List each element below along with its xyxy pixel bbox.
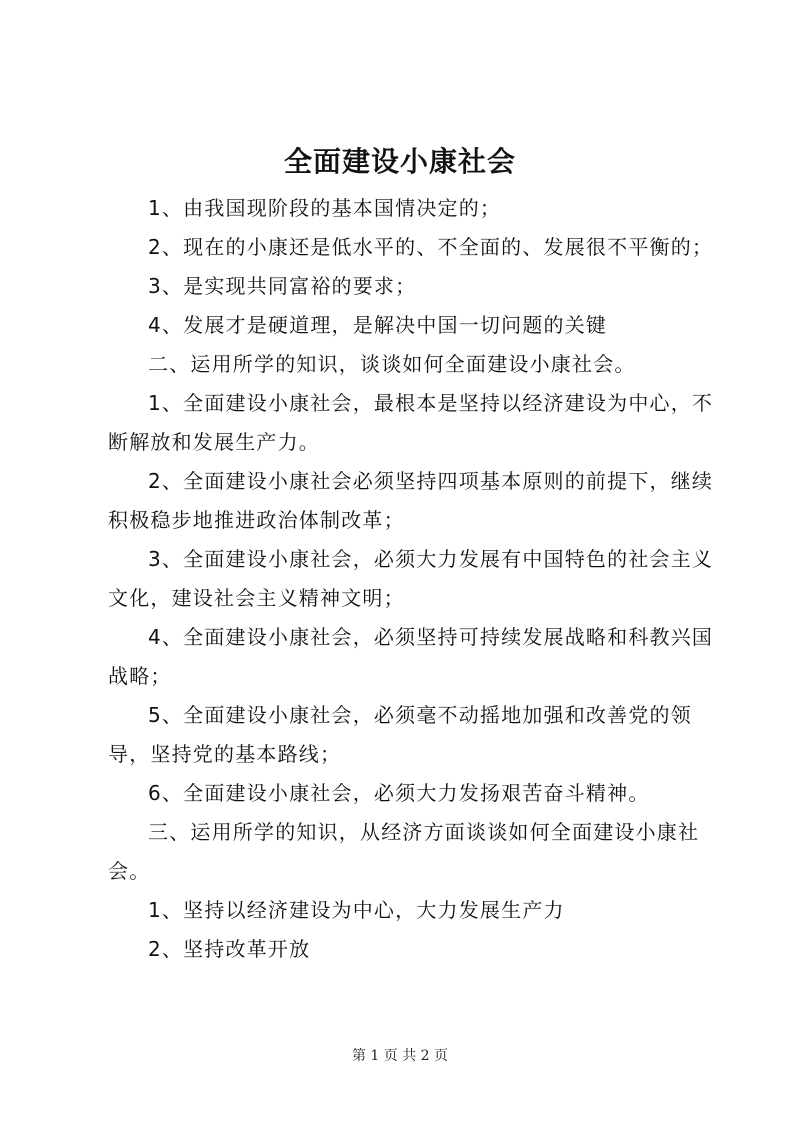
paragraph: 4、全面建设小康社会，必须坚持可持续发展战略和科教兴国战略；	[108, 625, 714, 688]
paragraph: 2、坚持改革开放	[148, 937, 311, 961]
paragraph: 1、由我国现阶段的基本国情决定的；	[148, 196, 502, 220]
document-body	[108, 189, 720, 969]
paragraph: 2、全面建设小康社会必须坚持四项基本原则的前提下，继续积极稳步地推进政治体制改革；	[108, 469, 714, 532]
paragraph: 1、全面建设小康社会，最根本是坚持以经济建设为中心，不断解放和发展生产力。	[108, 391, 714, 454]
paragraph: 3、全面建设小康社会，必须大力发展有中国特色的社会主义文化，建设社会主义精神文明；	[108, 547, 714, 610]
paragraph: 1、坚持以经济建设为中心，大力发展生产力	[148, 898, 565, 922]
paragraph: 6、全面建设小康社会，必须大力发扬艰苦奋斗精神。	[148, 781, 650, 805]
paragraph: 5、全面建设小康社会，必须毫不动摇地加强和改善党的领导，坚持党的基本路线；	[108, 703, 692, 766]
document-title: 全面建设小康社会	[283, 145, 516, 178]
paragraph: 4、发展才是硬道理，是解决中国一切问题的关键	[148, 313, 608, 337]
section-heading: 三、运用所学的知识，从经济方面谈谈如何全面建设小康社会。	[108, 820, 700, 883]
section-heading: 二、运用所学的知识，谈谈如何全面建设小康社会。	[148, 352, 636, 376]
paragraph: 3、是实现共同富裕的要求；	[148, 274, 417, 298]
page-footer: 第 1 页 共 2 页	[351, 1048, 449, 1064]
paragraph: 2、现在的小康还是低水平的、不全面的、发展很不平衡的；	[148, 235, 714, 259]
